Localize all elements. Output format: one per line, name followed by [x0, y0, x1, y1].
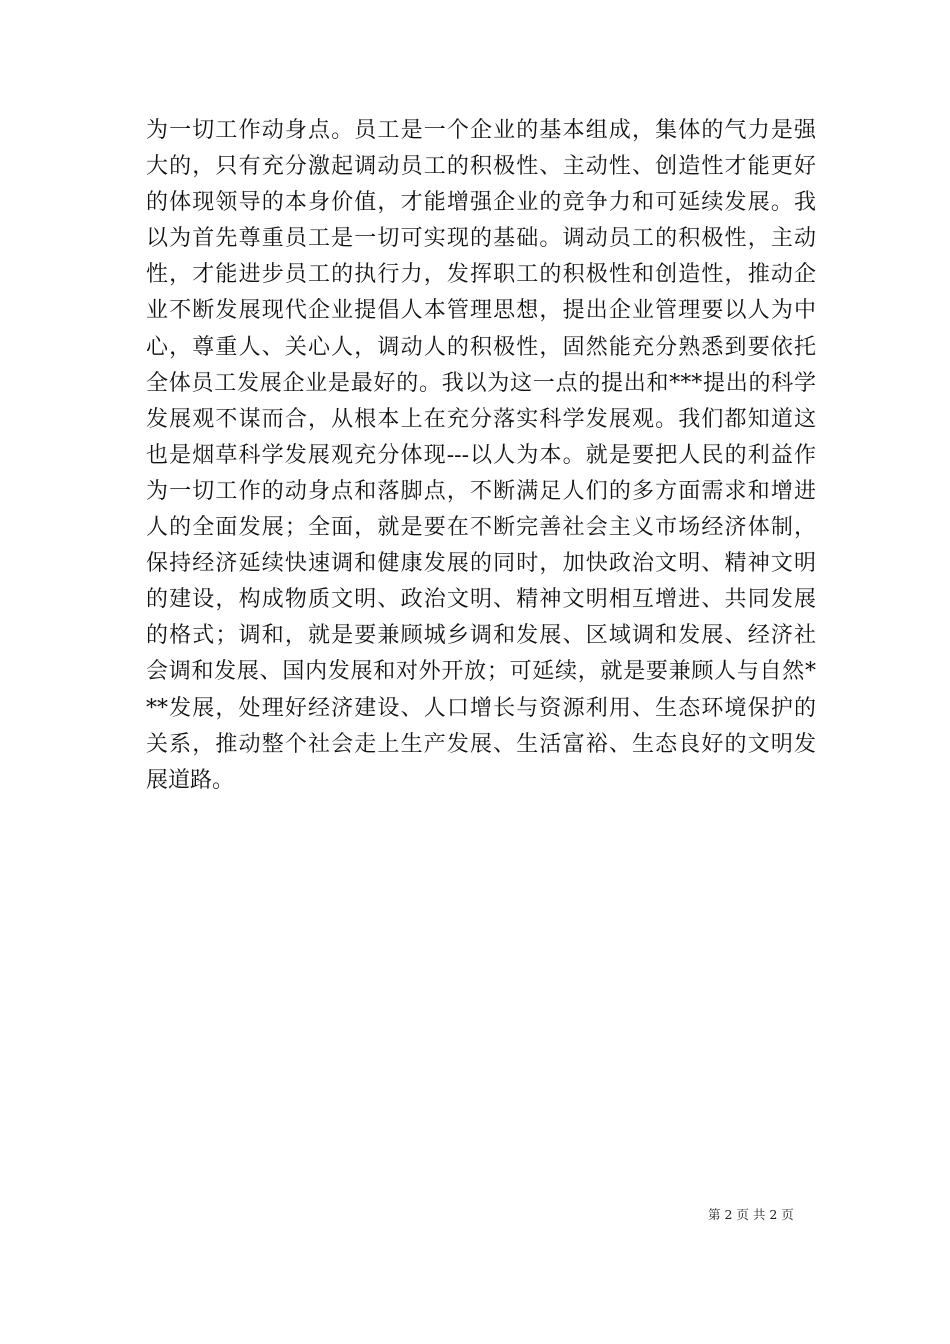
paragraph-line: 关系，推动整个社会走上生产发展、生活富裕、生态良好的文明发	[146, 731, 816, 757]
paragraph-line: 发展观不谋而合，从根本上在充分落实科学发展观。我们都知道这	[146, 406, 816, 432]
paragraph-line: 心，尊重人、关心人，调动人的积极性，固然能充分熟悉到要依托	[146, 334, 816, 360]
paragraph-line: 的体现领导的本身价值，才能增强企业的竞争力和可延续发展。我	[146, 190, 816, 216]
paragraph-line: 展道路。	[146, 767, 235, 793]
paragraph-line: 会调和发展、国内发展和对外开放；可延续，就是要兼顾人与自然*	[146, 659, 816, 685]
paragraph-line: 全体员工发展企业是最好的。我以为这一点的提出和***提出的科学	[146, 370, 816, 396]
paragraph-line: 也是烟草科学发展观充分体现---以人为本。就是要把人民的利益作	[146, 442, 816, 468]
paragraph-line: 以为首先尊重员工是一切可实现的基础。调动员工的积极性，主动	[146, 226, 816, 252]
paragraph-line: 为一切工作动身点。员工是一个企业的基本组成，集体的气力是强	[146, 118, 816, 143]
paragraph-line: 人的全面发展；全面，就是要在不断完善社会主义市场经济体制，	[146, 515, 816, 541]
paragraph-line: 的建设，构成物质文明、政治文明、精神文明相互增进、共同发展	[146, 587, 816, 613]
paragraph-line: 保持经济延续快速调和健康发展的同时，加快政治文明、精神文明	[146, 551, 816, 577]
paragraph-line: 大的，只有充分激起调动员工的积极性、主动性、创造性才能更好	[146, 154, 816, 180]
paragraph-line: **发展，处理好经济建设、人口增长与资源利用、生态环境保护的	[146, 695, 816, 721]
paragraph-line: 的格式；调和，就是要兼顾城乡调和发展、区域调和发展、经济社	[146, 623, 816, 649]
page-number-footer: 第 2 页 共 2 页	[708, 1207, 794, 1222]
paragraph-line: 性，才能进步员工的执行力，发挥职工的积极性和创造性，推动企	[146, 262, 816, 288]
paragraph-line: 为一切工作的动身点和落脚点，不断满足人们的多方面需求和增进	[146, 478, 816, 504]
body-paragraph	[146, 113, 816, 799]
paragraph-line: 业不断发展现代企业提倡人本管理思想，提出企业管理要以人为中	[146, 298, 816, 324]
